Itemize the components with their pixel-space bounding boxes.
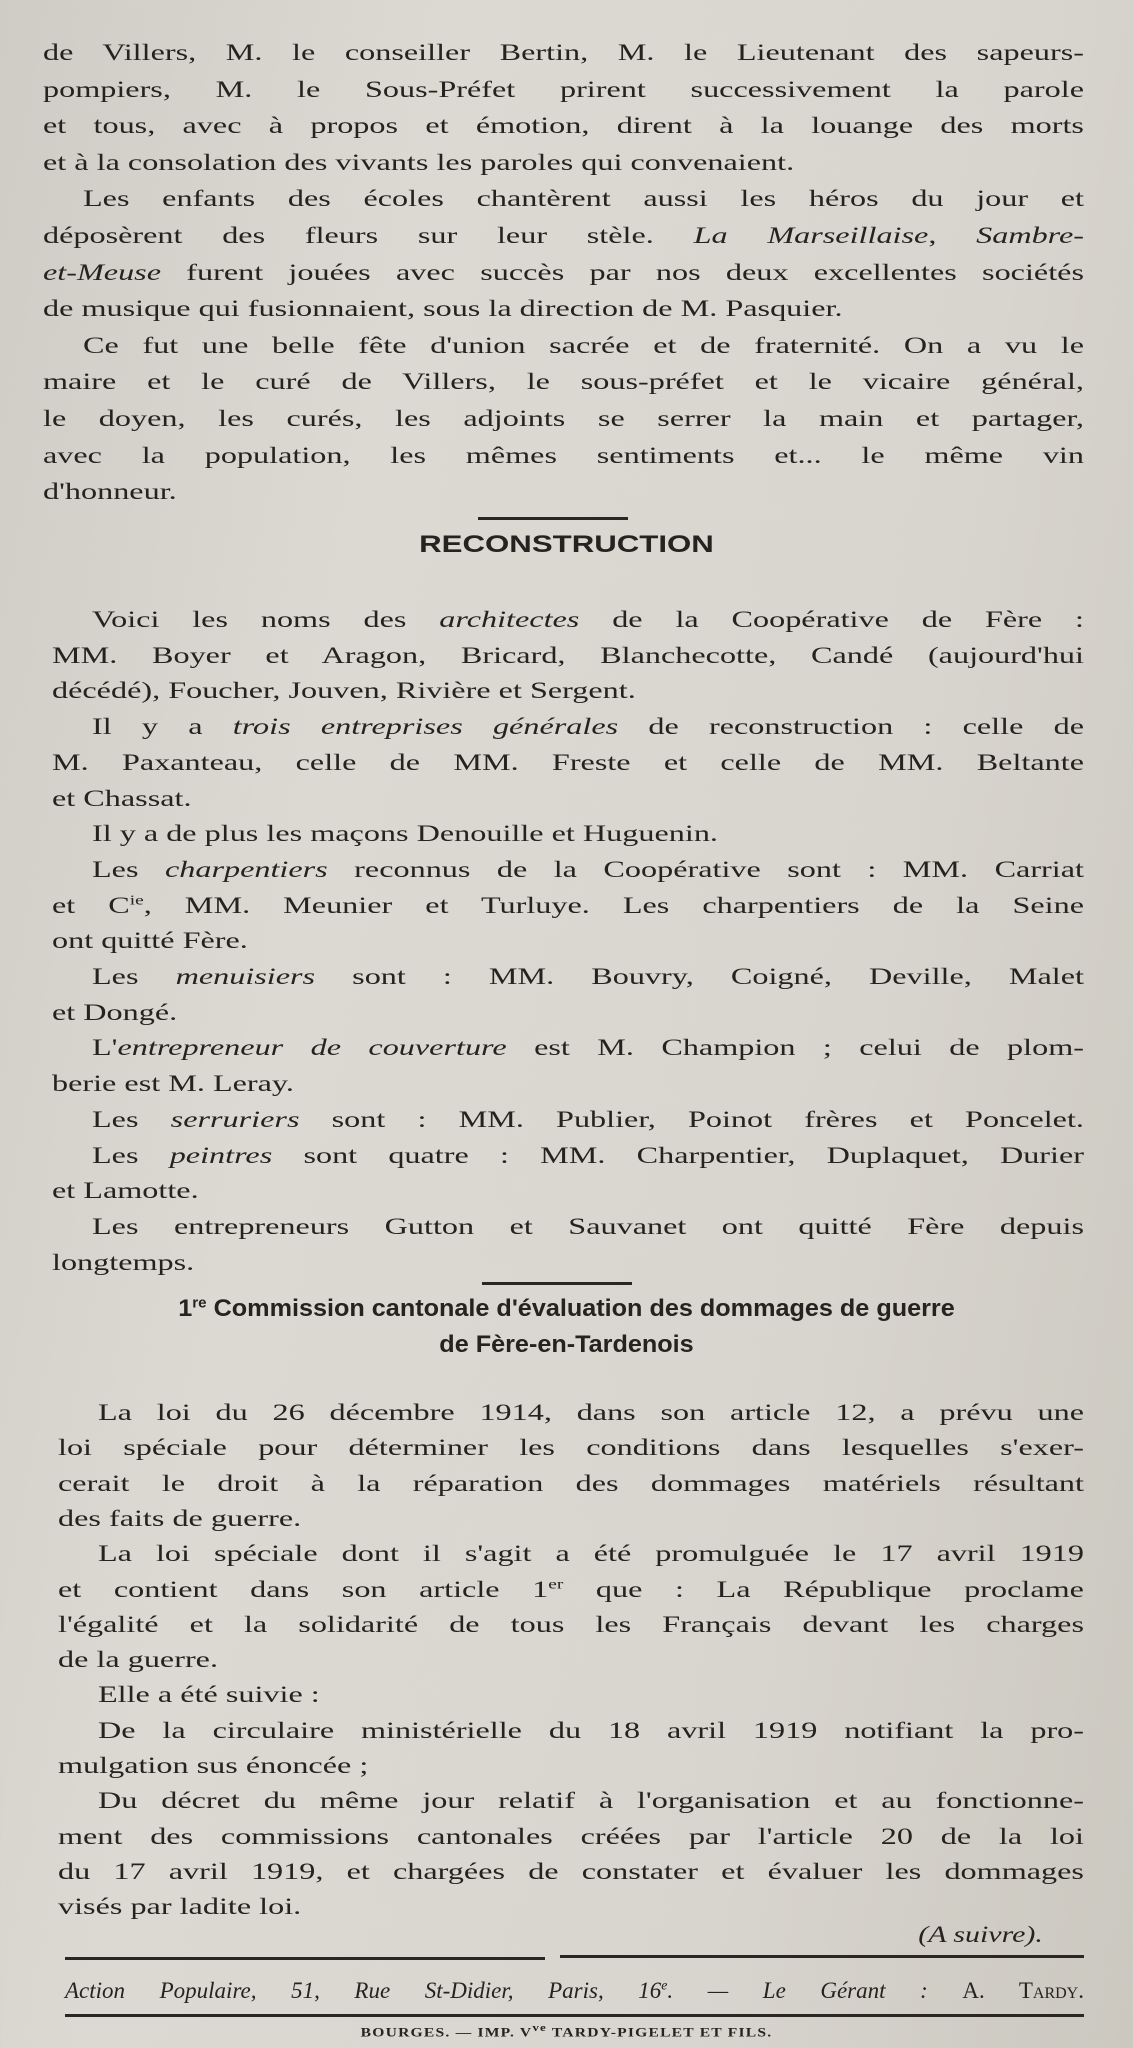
text-line — [98, 1783, 1084, 1819]
text-line — [92, 1209, 1084, 1245]
text-run: De la circulaire ministérielle du 18 avril 1919 notifiant la pro- — [98, 1717, 1084, 1743]
text-run: et Lamotte. — [52, 1178, 199, 1204]
text-line — [58, 1501, 1084, 1537]
text-run: et Dongé. — [52, 999, 178, 1025]
publisher-address: Action Populaire, 51, Rue St-Didier, Paris, 16 — [65, 1978, 662, 2003]
text-run: est M. Champion ; celui de plom- — [506, 1035, 1084, 1061]
text-run: La loi du 26 décembre 1914, dans son article 12, a prévu une — [98, 1400, 1084, 1425]
text-run: et C — [52, 892, 130, 918]
text-run: de Fère-en-Tardenois — [439, 1331, 694, 1358]
text-run: avec la population, les mêmes sentiments et... le même vin — [43, 442, 1084, 468]
text-run: et à la consolation des vivants les paroles qui convenaient. — [43, 149, 795, 175]
text-line — [43, 291, 1084, 327]
italic-text: trois entreprises générales — [232, 714, 619, 740]
text-line — [58, 1642, 1084, 1678]
italic-text: et-Meuse — [43, 259, 162, 285]
text-run: L' — [92, 1035, 118, 1061]
text-run: Il y a de plus les maçons Denouille et Huguenin. — [92, 821, 718, 847]
text-line — [52, 638, 1084, 674]
footer-rule-top-right — [560, 1955, 1084, 1958]
text-line — [52, 1066, 1084, 1102]
text-line — [98, 1395, 1084, 1431]
text-line — [92, 1102, 1084, 1138]
text-line — [58, 1430, 1084, 1466]
to-be-continued: (A suivre). — [918, 1922, 1043, 1947]
text-run: Ce fut une belle fête d'union sacrée et de fraternité. On a vu le — [83, 332, 1084, 358]
text-run: RECONSTRUCTION — [419, 531, 714, 558]
text-run: de la Coopérative de Fère : — [579, 607, 1085, 632]
text-line — [43, 401, 1084, 437]
text-run: La loi spéciale dont il s'agit a été promulguée le 17 avril 1919 — [98, 1541, 1084, 1567]
text-line — [58, 1748, 1084, 1784]
italic-text: entrepreneur de couverture — [117, 1035, 507, 1061]
text-run: et contient dans son article 1 — [58, 1576, 549, 1602]
text-run: Voici les noms des — [92, 607, 440, 632]
text-line — [92, 602, 1084, 638]
text-line — [92, 1030, 1084, 1066]
italic-text: menuisiers — [175, 964, 316, 989]
text-run: longtemps. — [52, 1249, 195, 1275]
text-line — [98, 1536, 1084, 1572]
text-run: Commission cantonale d'évaluation des dommages de guerre — [206, 1295, 955, 1322]
italic-text: charpentiers — [164, 856, 328, 882]
imprint-city: BOURGES. — IMP. V — [360, 2024, 533, 2040]
text-run: MM. Boyer et Aragon, Bricard, Blanchecotte, Candé (aujourd'hui — [52, 642, 1084, 668]
italic-text: serruriers — [170, 1106, 300, 1132]
text-line — [92, 959, 1084, 995]
text-run: furent jouées avec succès par nos deux excellentes sociétés — [161, 259, 1084, 285]
italic-text: architectes — [439, 607, 580, 632]
text-run: sont : MM. Publier, Poinot frères et Poncelet. — [299, 1106, 1084, 1132]
text-line — [43, 108, 1084, 144]
text-run: déposèrent des fleurs sur leur stèle. — [43, 223, 694, 248]
text-line — [43, 218, 1084, 254]
section-heading — [0, 527, 1133, 563]
text-run: reconnus de la Coopérative sont : MM. Carriat — [327, 856, 1084, 882]
text-run: et Chassat. — [52, 785, 192, 811]
text-line — [52, 781, 1084, 817]
text-run: sont quatre : MM. Charpentier, Duplaquet, Durier — [272, 1142, 1084, 1168]
text-line — [98, 1677, 1084, 1713]
text-line — [43, 145, 1084, 181]
text-run: Les enfants des écoles chantèrent aussi les héros du jour et — [83, 186, 1084, 212]
text-run: pompiers, M. le Sous-Préfet prirent successivement la parole — [43, 76, 1084, 102]
text-run: sont : MM. Bouvry, Coigné, Deville, Malet — [315, 964, 1084, 989]
text-line — [52, 995, 1084, 1031]
text-line — [52, 923, 1084, 959]
text-run: de la guerre. — [58, 1647, 219, 1673]
text-line — [52, 1245, 1084, 1281]
text-line — [52, 1173, 1084, 1209]
text-run: l'égalité et la solidarité de tous les Français devant les charges — [58, 1611, 1084, 1637]
section-heading — [0, 1327, 1133, 1363]
text-line — [92, 852, 1084, 888]
text-line — [58, 1466, 1084, 1502]
text-run: 1 — [178, 1295, 193, 1322]
text-run: mulgation sus énoncée ; — [58, 1753, 369, 1778]
footer-publisher — [65, 1978, 1084, 2004]
footer-rule-bottom — [65, 2014, 1084, 2017]
imprint-printer: TARDY-PIGELET ET FILS. — [547, 2024, 773, 2040]
text-run: du 17 avril 1919, et chargées de constater et évaluer les dommages — [58, 1858, 1084, 1884]
text-line — [92, 1138, 1084, 1174]
text-run: , MM. Meunier et Turluye. Les charpentiers de la Seine — [143, 892, 1084, 918]
text-line — [83, 181, 1084, 217]
text-run: visés par ladite loi. — [58, 1894, 302, 1920]
text-run: que : La République proclame — [563, 1576, 1084, 1602]
text-run: Les — [92, 1106, 171, 1132]
text-run: Il y a — [92, 714, 233, 740]
text-line — [52, 888, 1084, 924]
text-line — [52, 673, 1084, 709]
text-run: le doyen, les curés, les adjoints se serrer la main et partager, — [43, 406, 1084, 431]
printer-imprint — [0, 2022, 1133, 2040]
text-run: de reconstruction : celle de — [618, 714, 1084, 740]
superscript: er — [548, 1576, 564, 1592]
text-run: des faits de guerre. — [58, 1505, 302, 1531]
text-run: ont quitté Fère. — [52, 928, 248, 954]
italic-text: peintres — [169, 1142, 273, 1168]
text-run: M. Paxanteau, celle de MM. Freste et celle de MM. Beltante — [52, 749, 1084, 775]
text-run: Elle a été suivie : — [98, 1682, 320, 1708]
section-heading — [0, 1291, 1133, 1327]
text-line — [58, 1854, 1084, 1890]
text-line — [43, 474, 1084, 510]
text-run: Les — [92, 964, 176, 989]
text-run: ment des commissions cantonales créées par l'article 20 de la loi — [58, 1823, 1084, 1849]
superscript: ie — [129, 892, 144, 908]
manager-label: . — Le Gérant : — [667, 1978, 963, 2003]
text-run: de Villers, M. le conseiller Bertin, M. le Lieutenant des sapeurs- — [43, 40, 1084, 65]
text-run: Du décret du même jour relatif à l'organisation et au fonctionne- — [98, 1788, 1084, 1814]
text-line — [58, 1572, 1084, 1608]
text-run: cerait le droit à la réparation des dommages matériels résultant — [58, 1470, 1084, 1496]
text-run: d'honneur. — [43, 479, 177, 505]
text-line — [43, 35, 1084, 71]
text-run: décédé), Foucher, Jouven, Rivière et Sergent. — [52, 678, 636, 704]
text-line — [43, 364, 1084, 400]
imprint-sup: ve — [532, 2022, 548, 2034]
text-line — [58, 1607, 1084, 1643]
text-line — [58, 1819, 1084, 1855]
text-run: et tous, avec à propos et émotion, dirent à la louange des morts — [43, 113, 1084, 139]
text-line — [92, 709, 1084, 745]
italic-text: La Marseillaise — [693, 223, 929, 248]
text-line — [43, 255, 1084, 291]
text-run: Les — [92, 856, 165, 882]
italic-text: Sambre- — [976, 223, 1085, 248]
superscript: re — [192, 1295, 207, 1312]
arrondissement-suffix: e — [661, 1977, 668, 1993]
section-divider — [478, 517, 628, 520]
manager-name: A. Tardy. — [962, 1978, 1084, 2003]
text-line — [98, 1713, 1084, 1749]
text-line — [43, 438, 1084, 474]
text-line — [83, 328, 1084, 364]
text-line — [58, 1889, 1084, 1925]
footer-rule-top-left — [65, 1957, 545, 1960]
text-run: de musique qui fusionnaient, sous la direction de M. Pasquier. — [43, 296, 843, 322]
text-run: maire et le curé de Villers, le sous-préfet et le vicaire général, — [43, 369, 1084, 395]
text-run: Les — [92, 1142, 170, 1168]
text-run: Les entrepreneurs Gutton et Sauvanet ont quitté Fère depuis — [92, 1213, 1084, 1239]
text-run: loi spéciale pour déterminer les conditions dans lesquelles s'exer- — [58, 1435, 1084, 1461]
text-line — [52, 745, 1084, 781]
section-divider — [482, 1282, 632, 1285]
text-run: berie est M. Leray. — [52, 1071, 295, 1097]
text-line — [43, 72, 1084, 108]
text-line — [92, 816, 1084, 852]
text-run: , — [928, 223, 977, 248]
